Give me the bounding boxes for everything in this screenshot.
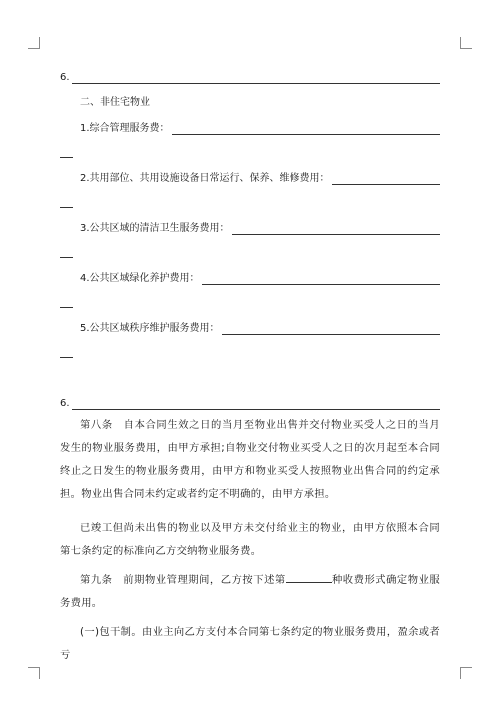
article-9-text-before: 第九条 前期物业管理期间，乙方按下述第 <box>80 574 286 586</box>
fee-item-label: 4.公共区域绿化养护费用： <box>80 273 200 284</box>
crop-mark-top-right <box>460 37 472 49</box>
blank-continuation <box>60 157 73 158</box>
blank-continuation <box>60 357 73 358</box>
list-number: 6. <box>60 72 70 83</box>
fee-item-3 <box>80 222 440 235</box>
fee-item-2 <box>80 172 440 185</box>
fee-item-label: 1.综合管理服务费： <box>80 123 170 134</box>
fee-item-label: 3.公共区域的清洁卫生服务费用： <box>80 223 230 234</box>
fill-in-blank <box>286 572 332 583</box>
fee-item-4 <box>80 272 440 285</box>
fill-in-blank <box>232 224 440 235</box>
crop-mark-bottom-left <box>28 667 40 679</box>
fill-in-blank <box>332 174 440 185</box>
fill-in-blank <box>202 274 440 285</box>
fill-in-blank <box>222 324 440 335</box>
list-number: 6. <box>60 398 70 409</box>
fill-in-blank <box>72 73 440 84</box>
article-9-paragraph <box>60 569 440 615</box>
fee-item-label: 2.共用部位、共用设施设备日常运行、保养、维修费用： <box>80 173 330 184</box>
blank-continuation <box>60 257 73 258</box>
clause-1-paragraph: (一)包干制。由业主向乙方支付本合同第七条约定的物业服务费用，盈余或者亏 <box>60 626 440 661</box>
fee-item-1 <box>80 122 440 135</box>
blank-continuation <box>60 207 73 208</box>
fill-in-blank <box>172 124 440 135</box>
section-title: 二、非住宅物业 <box>80 97 150 108</box>
fee-item-label: 5.公共区域秩序维护服务费用： <box>80 323 220 334</box>
crop-mark-top-left <box>28 37 40 49</box>
article-8-paragraph: 第八条 自本合同生效之日的当月至物业出售并交付物业买受人之日的当月发生的物业服务费用，由甲方承担;自物业交付物业买受人之日的次月起至本合同终止之日发生的物业服务费用，由甲方和物业买受人按照物业出售合同的约定承担。物业出售合同未约定或者约定不明确的，由甲方承担。 <box>60 419 440 500</box>
blank-continuation <box>60 307 73 308</box>
crop-mark-bottom-right <box>460 667 472 679</box>
list-item-6-top <box>60 71 440 84</box>
article-9-text-after: 种收费形式确定物业服务费用。 <box>60 574 441 609</box>
fill-in-blank <box>72 399 440 410</box>
fee-item-5 <box>80 322 440 335</box>
list-item-6-bottom <box>60 397 440 410</box>
article-8-second-paragraph: 已竣工但尚未出售的物业以及甲方未交付给业主的物业，由甲方依照本合同第七条约定的标准向乙方交纳物业服务费。 <box>60 522 440 557</box>
